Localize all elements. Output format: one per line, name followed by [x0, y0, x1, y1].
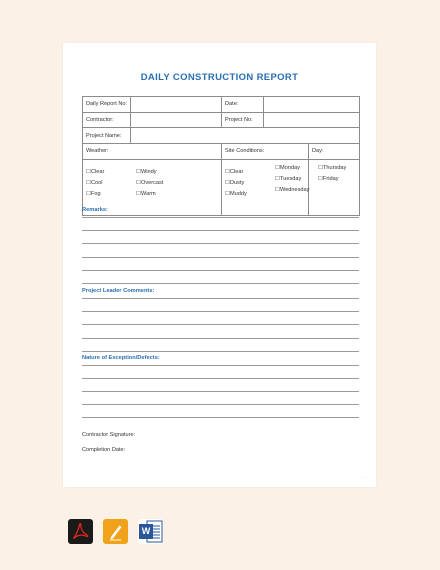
comments-line[interactable] — [82, 338, 359, 339]
day-monday-checkbox[interactable]: ☐Monday — [275, 165, 300, 171]
project-leader-comments-heading: Project Leader Comments: — [82, 288, 155, 294]
remarks-heading: Remarks: — [82, 207, 108, 213]
project-name-field[interactable] — [131, 128, 360, 144]
remarks-line[interactable] — [82, 230, 359, 231]
weather-label: Weather: — [83, 144, 222, 160]
site-conditions-label: Site Conditions: — [222, 144, 309, 160]
defects-line[interactable] — [82, 365, 359, 366]
contractor-label: Contractor: — [83, 112, 131, 128]
project-no-label: Project No: — [222, 112, 264, 128]
day-tuesday-checkbox[interactable]: ☐Tuesday — [275, 176, 302, 183]
contractor-signature-label: Contractor Signature: — [82, 432, 136, 438]
exception-defects-heading: Nature of Exception/Defects: — [82, 355, 160, 361]
weather-fog-checkbox[interactable]: ☐Fog — [86, 191, 101, 198]
weather-overcast-checkbox[interactable]: ☐Overcast — [136, 179, 164, 186]
day-wednesday-checkbox[interactable]: ☐Wednesday — [275, 187, 310, 194]
weather-warm-checkbox[interactable]: ☐Warm — [136, 191, 156, 198]
completion-date-label: Completion Date: — [82, 447, 126, 453]
report-grid — [82, 96, 360, 216]
day-thursday-checkbox[interactable]: ☐Thursday — [318, 165, 347, 171]
ms-word-icon[interactable] — [138, 519, 163, 544]
watermark: ····· — [362, 476, 368, 480]
defects-line[interactable] — [82, 404, 359, 405]
site-muddy-checkbox[interactable]: ☐Muddy — [225, 191, 247, 198]
remarks-line[interactable] — [82, 243, 359, 244]
day-label: Day: — [309, 144, 360, 160]
remarks-line[interactable] — [82, 270, 359, 271]
daily-report-no-label: Daily Report No: — [83, 97, 131, 113]
daily-report-no-field[interactable] — [131, 97, 222, 113]
weather-clear-checkbox[interactable]: ☐Clear — [86, 168, 105, 175]
remarks-line[interactable] — [82, 283, 359, 284]
apple-pages-icon[interactable] — [103, 519, 128, 544]
comments-line[interactable] — [82, 298, 359, 299]
report-sheet — [63, 43, 376, 487]
defects-line[interactable] — [82, 417, 359, 418]
site-dusty-checkbox[interactable]: ☐Dusty — [225, 179, 245, 186]
comments-line[interactable] — [82, 351, 359, 352]
document-title: DAILY CONSTRUCTION REPORT — [140, 72, 299, 83]
word-letter: W — [141, 526, 151, 536]
project-name-label: Project Name: — [83, 128, 131, 144]
date-label: Date: — [222, 97, 264, 113]
adobe-pdf-icon[interactable] — [68, 519, 93, 544]
defects-line[interactable] — [82, 391, 359, 392]
day-friday-checkbox[interactable]: ☐Friday — [318, 176, 339, 183]
date-field[interactable] — [264, 97, 360, 113]
weather-cool-checkbox[interactable]: ☐Cool — [86, 179, 103, 186]
remarks-line[interactable] — [82, 257, 359, 258]
defects-line[interactable] — [82, 378, 359, 379]
day-options-group — [275, 163, 346, 197]
comments-line[interactable] — [82, 311, 359, 312]
site-clear-checkbox[interactable]: ☐Clear — [225, 168, 244, 175]
comments-line[interactable] — [82, 324, 359, 325]
contractor-field[interactable] — [131, 112, 222, 128]
project-no-field[interactable] — [264, 112, 360, 128]
remarks-line[interactable] — [82, 217, 359, 218]
weather-windy-checkbox[interactable]: ☐Windy — [136, 168, 157, 175]
